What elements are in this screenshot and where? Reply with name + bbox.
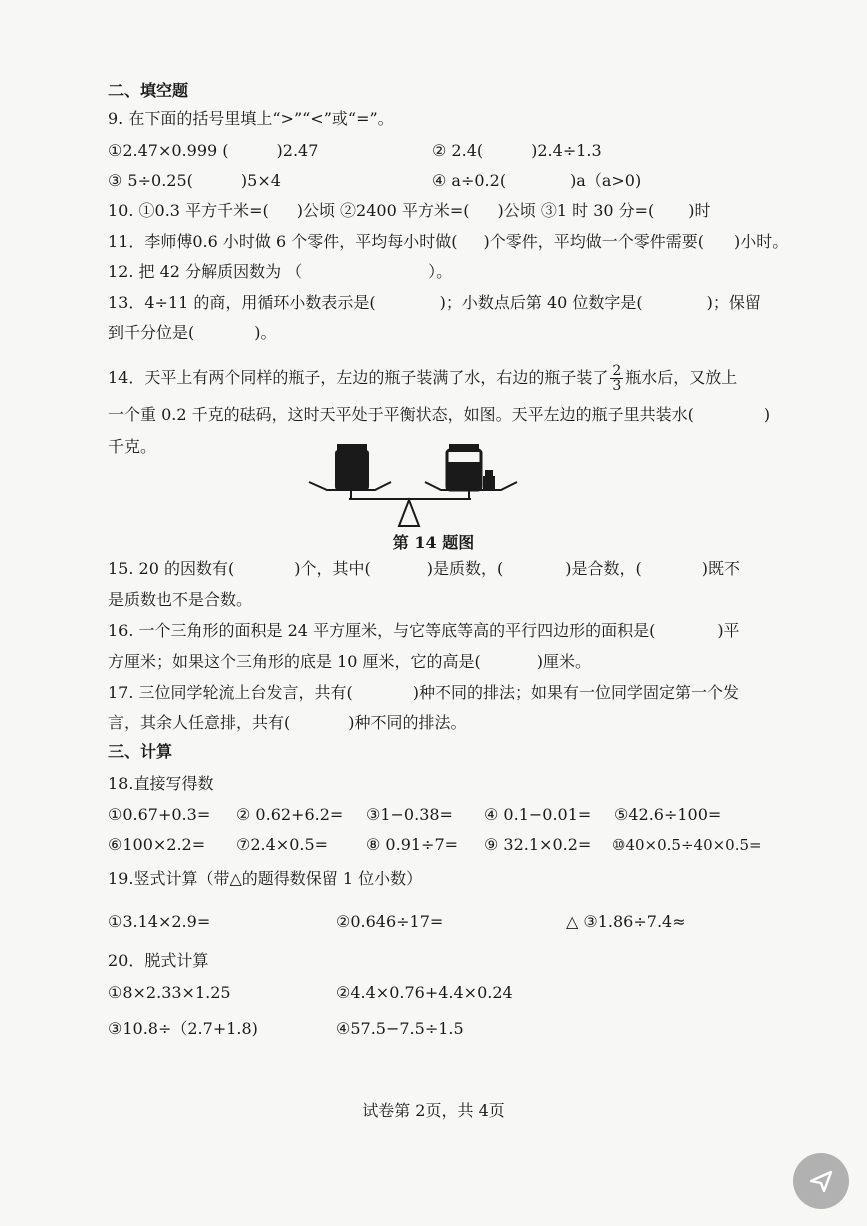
question-9-item-4: ④ a÷0.2( )a（a>0) [432, 171, 642, 190]
q18-item-7: ⑦2.4×0.5= [236, 835, 329, 854]
send-icon [807, 1167, 835, 1195]
question-9-prompt: 9. 在下面的括号里填上“>”“<”或“=”。 [108, 109, 394, 128]
left-bottle [335, 444, 369, 490]
q18-item-6: ⑥100×2.2= [108, 835, 206, 854]
question-15-line-1: 15. 20 的因数有( )个，其中( )是质数，( )是合数，( )既不 [108, 559, 740, 578]
question-9-item-1: ①2.47×0.999 ( )2.47 [108, 141, 319, 160]
q20-item-4: ④57.5−7.5÷1.5 [336, 1019, 464, 1038]
question-9-item-2: ② 2.4( )2.4÷1.3 [432, 141, 602, 160]
question-17-line-1: 17. 三位同学轮流上台发言，共有( )种不同的排法；如果有一位同学固定第一个发 [108, 683, 740, 702]
question-17-line-2: 言，其余人任意排，共有( )种不同的排法。 [108, 713, 467, 732]
question-10: 10. ①0.3 平方千米=( )公顷 ②2400 平方米=( )公顷 ③1 时 30 分=( )时 [108, 201, 711, 220]
question-11: 11．李师傅0.6 小时做 6 个零件，平均每小时做( )个零件，平均做一个零件需要( )小时。 [108, 232, 789, 251]
question-18-title: 18.直接写得数 [108, 774, 214, 793]
question-12: 12. 把 42 分解质因数为 （ ）。 [108, 262, 453, 281]
share-button[interactable] [793, 1153, 849, 1209]
q18-item-2: ② 0.62+6.2= [236, 805, 344, 824]
question-16-line-2: 方厘米；如果这个三角形的底是 10 厘米，它的高是( )厘米。 [108, 652, 592, 671]
question-20-title: 20．脱式计算 [108, 951, 209, 970]
question-16-line-1: 16. 一个三角形的面积是 24 平方厘米，与它等底等高的平行四边形的面积是( )平 [108, 621, 740, 640]
q18-item-1: ①0.67+0.3= [108, 805, 211, 824]
question-13-line-2: 到千分位是( )。 [108, 323, 277, 342]
q18-item-9: ⑨ 32.1×0.2= [484, 835, 592, 854]
q18-item-3: ③1−0.38= [366, 805, 453, 824]
section-title-calculation: 三、计算 [108, 742, 173, 761]
question-15-line-2: 是质数也不是合数。 [108, 590, 253, 609]
section-title-fill-blank: 二、填空题 [108, 81, 189, 100]
q18-item-4: ④ 0.1−0.01= [484, 805, 592, 824]
q18-item-10: ⑩40×0.5÷40×0.5= [612, 836, 762, 854]
fraction-two-thirds: $\frac{2}{3}$ [612, 363, 622, 394]
question-14-line-3: 千克。 [108, 437, 157, 456]
right-bottle [447, 444, 481, 490]
q19-item-3: △ ③1.86÷7.4≈ [566, 912, 686, 931]
question-19-title: 19.竖式计算（带△的题得数保留 1 位小数） [108, 869, 423, 888]
question-9-item-3: ③ 5÷0.25( )5×4 [108, 171, 281, 190]
weight-block [483, 470, 495, 490]
q18-item-5: ⑤42.6÷100= [614, 805, 722, 824]
q19-item-1: ①3.14×2.9= [108, 912, 211, 931]
figure-caption: 第 14 题图 [392, 533, 475, 552]
fulcrum [399, 500, 419, 526]
page-footer: 试卷第 2页，共 4页 [362, 1101, 505, 1120]
q19-item-2: ②0.646÷17= [336, 912, 444, 931]
q20-item-3: ③10.8÷（2.7+1.8) [108, 1019, 258, 1038]
balance-scale-figure [305, 438, 525, 538]
q20-item-2: ②4.4×0.76+4.4×0.24 [336, 983, 513, 1002]
question-13-line-1: 13．4÷11 的商，用循环小数表示是( )；小数点后第 40 位数字是( )；保留 [108, 293, 761, 312]
q18-item-8: ⑧ 0.91÷7= [366, 835, 459, 854]
q20-item-1: ①8×2.33×1.25 [108, 983, 231, 1002]
question-14-line-1: 14．天平上有两个同样的瓶子，左边的瓶子装满了水，右边的瓶子装了 $\frac{2}{3}$ 瓶水后，又放上 [108, 363, 738, 394]
question-14-line-2: 一个重 0.2 千克的砝码，这时天平处于平衡状态，如图。天平左边的瓶子里共装水( ) [108, 405, 771, 424]
